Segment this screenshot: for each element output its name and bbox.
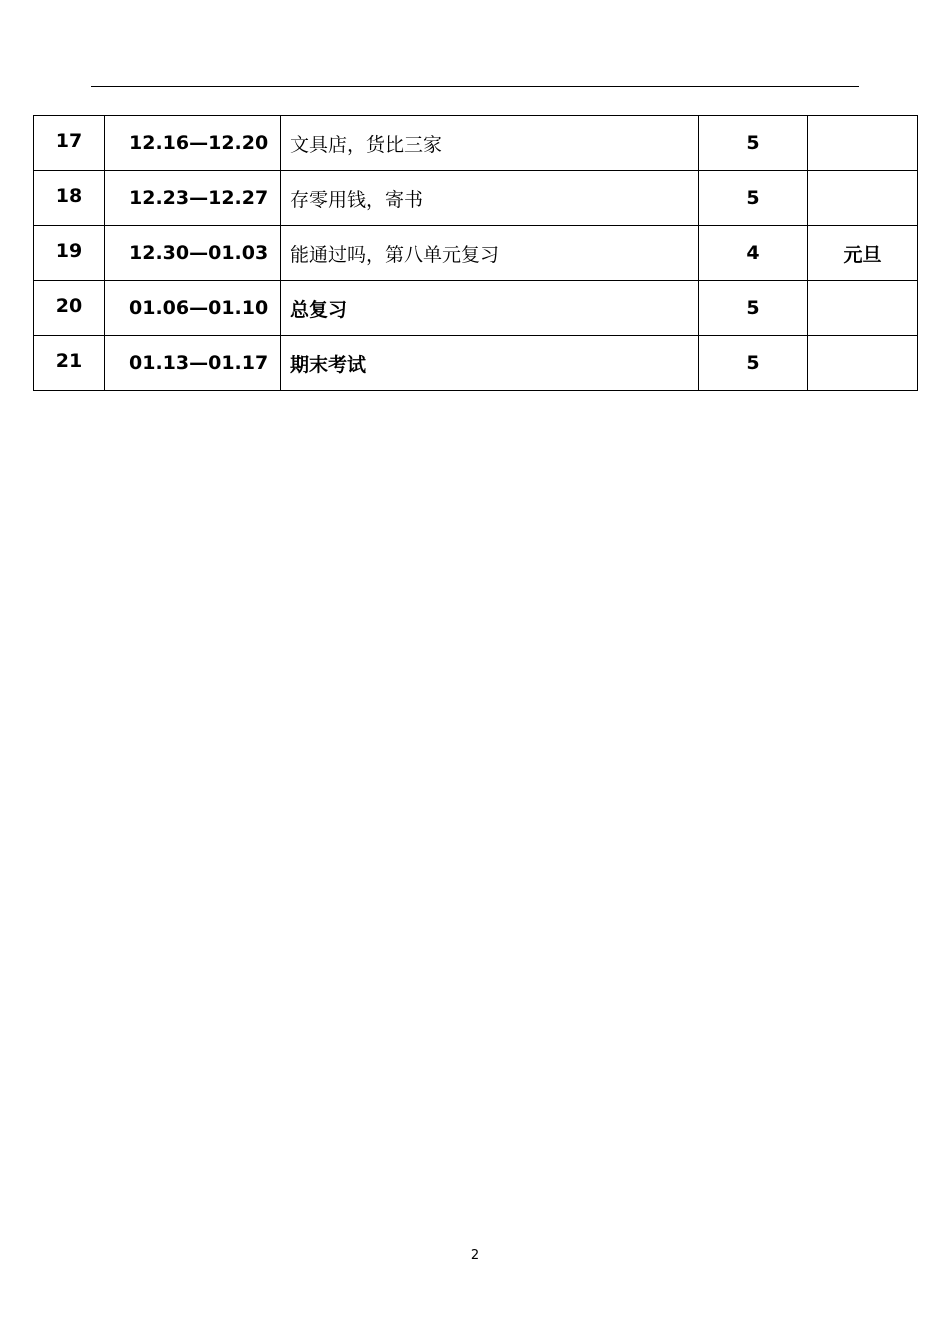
week-number-cell: 17 <box>34 116 105 171</box>
note-cell: 元旦 <box>808 226 918 281</box>
date-range-cell: 12.23—12.27 <box>105 171 281 226</box>
content-cell: 存零用钱，寄书 <box>281 171 699 226</box>
note-cell <box>808 281 918 336</box>
date-range-cell: 01.13—01.17 <box>105 336 281 391</box>
page-number: 2 <box>470 1248 480 1263</box>
table-row <box>34 226 918 281</box>
date-range-cell: 12.16—12.20 <box>105 116 281 171</box>
week-number-cell: 21 <box>34 336 105 391</box>
hours-cell: 5 <box>699 336 808 391</box>
content-cell: 文具店，货比三家 <box>281 116 699 171</box>
hours-cell: 5 <box>699 171 808 226</box>
table-row <box>34 281 918 336</box>
header-rule <box>91 86 859 87</box>
schedule-table <box>33 115 918 391</box>
note-cell <box>808 116 918 171</box>
hours-cell: 5 <box>699 116 808 171</box>
week-number-cell: 18 <box>34 171 105 226</box>
note-cell <box>808 336 918 391</box>
hours-cell: 4 <box>699 226 808 281</box>
content-cell: 期末考试 <box>281 336 699 391</box>
table-row <box>34 171 918 226</box>
date-range-cell: 01.06—01.10 <box>105 281 281 336</box>
date-range-cell: 12.30—01.03 <box>105 226 281 281</box>
week-number-cell: 20 <box>34 281 105 336</box>
table-row <box>34 336 918 391</box>
note-cell <box>808 171 918 226</box>
content-cell: 总复习 <box>281 281 699 336</box>
week-number-cell: 19 <box>34 226 105 281</box>
hours-cell: 5 <box>699 281 808 336</box>
table-row <box>34 116 918 171</box>
content-cell: 能通过吗，第八单元复习 <box>281 226 699 281</box>
